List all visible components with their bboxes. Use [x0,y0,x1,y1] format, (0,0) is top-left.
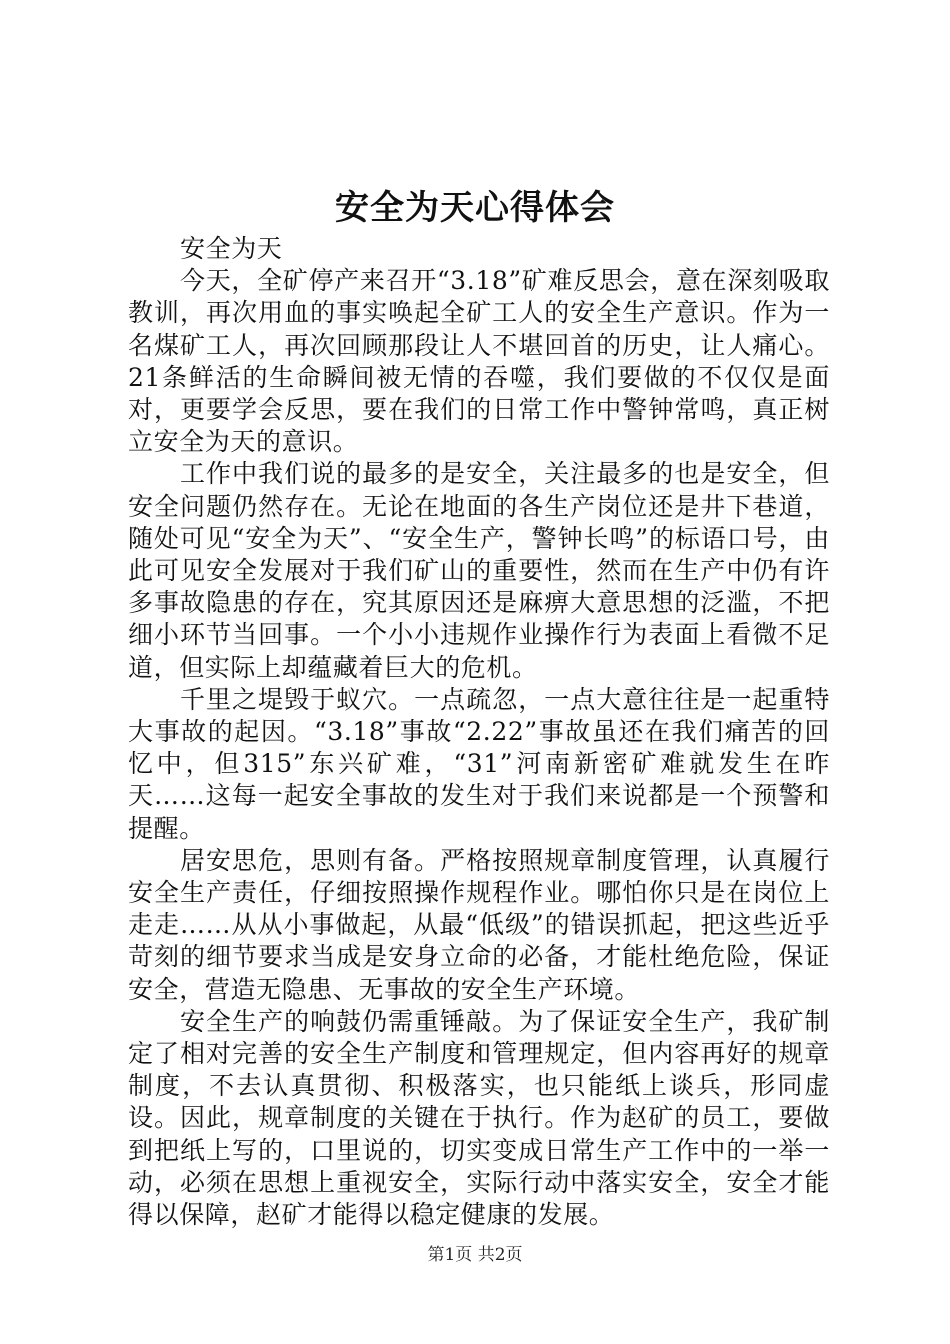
paragraph-1: 今天，全矿停产来召开“3.18”矿难反思会，意在深刻吸取教训，再次用血的事实唤起全矿工人的安全生产意识。作为一名煤矿工人，再次回顾那段让人不堪回首的历史，让人痛心。21条鲜活的生命瞬间被无情的吞噬，我们要做的不仅仅是面对，更要学会反思，要在我们的日常工作中警钟常鸣，真正树立安全为天的意识。 [128,266,830,457]
paragraph-2: 工作中我们说的最多的是安全，关注最多的也是安全，但安全问题仍然存在。无论在地面的各生产岗位还是井下巷道，随处可见“安全为天”、“安全生产，警钟长鸣”的标语口号，由此可见安全发展对于我们矿山的重要性，然而在生产中仍有许多事故隐患的存在，究其原因还是麻痹大意思想的泛滥，不把细小环节当回事。一个小小违规作业操作行为表面上看微不足道，但实际上却蕴藏着巨大的危机。 [128,459,830,682]
page-number-footer: 第1页 共2页 [427,1245,523,1265]
document-body [128,233,830,1231]
paragraph-4: 居安思危，思则有备。严格按照规章制度管理，认真履行安全生产责任，仔细按照操作规程作业。哪怕你只是在岗位上走走……从从小事做起，从最“低级”的错误抓起，把这些近乎苛刻的细节要求当成是安身立命的必备，才能杜绝危险，保证安全，营造无隐患、无事故的安全生产环境。 [128,845,830,1004]
document-subtitle: 安全为天 [180,234,283,263]
paragraph-3: 千里之堤毁于蚁穴。一点疏忽，一点大意往往是一起重特大事故的起因。“3.18”事故“2.22”事故虽还在我们痛苦的回忆中，但315”东兴矿难，“31”河南新密矿难就发生在昨天……这每一起安全事故的发生对于我们来说都是一个预警和提醒。 [128,684,830,843]
paragraph-5: 安全生产的响鼓仍需重锤敲。为了保证安全生产，我矿制定了相对完善的安全生产制度和管理规定，但内容再好的规章制度，不去认真贯彻、积极落实，也只能纸上谈兵，形同虚设。因此，规章制度的关键在于执行。作为赵矿的员工，要做到把纸上写的，口里说的，切实变成日常生产工作中的一举一动，必须在思想上重视安全，实际行动中落实安全，安全才能得以保障，赵矿才能得以稳定健康的发展。 [128,1006,830,1230]
document-title: 安全为天心得体会 [335,188,615,228]
